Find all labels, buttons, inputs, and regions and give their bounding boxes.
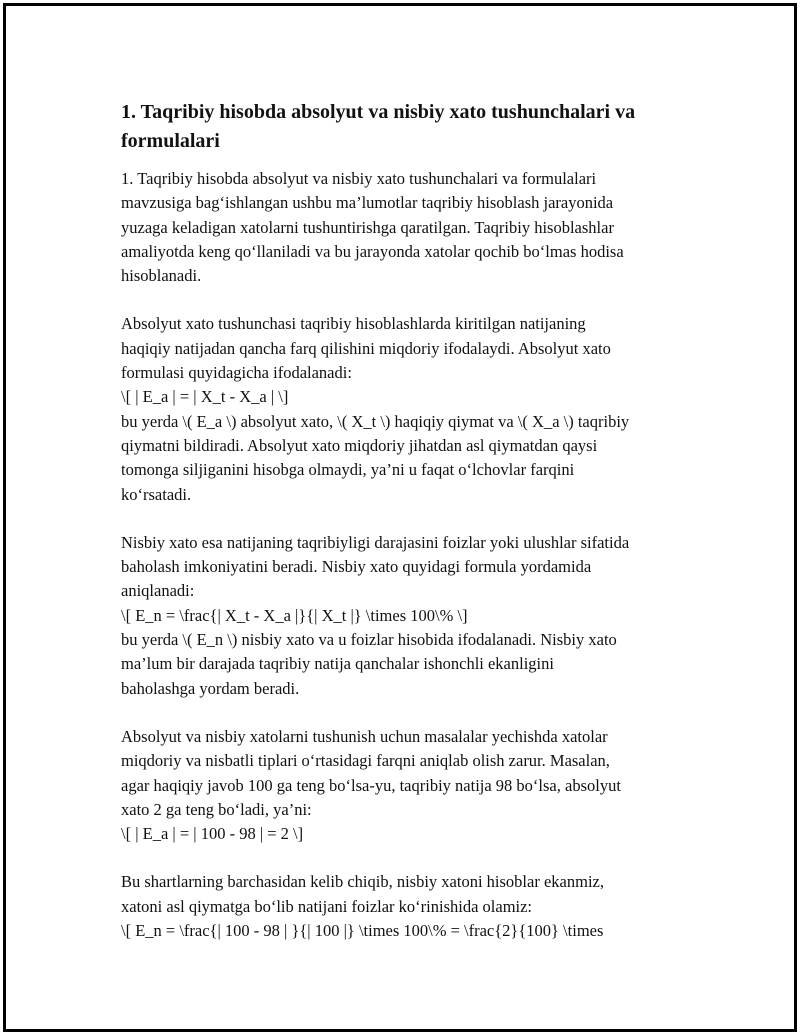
text-line: ko‘rsatadi. (121, 484, 192, 504)
formula-line: \[ E_n = \frac{| X_t - X_a |}{| X_t |} \times 100\% \] (121, 605, 468, 625)
text-line: amaliyotda keng qo‘llaniladi va bu jarayonda xatolar qochib bo‘lmas hodisa (121, 241, 624, 261)
paragraph-intro (121, 167, 696, 288)
text-line: Bu shartlarning barchasidan kelib chiqib, nisbiy xatoni hisoblar ekanmiz, (121, 872, 604, 892)
text-line: baholashga yordam beradi. (121, 678, 300, 698)
formula-line: \[ E_n = \frac{| 100 - 98 | }{| 100 |} \times 100\% = \frac{2}{100} \times (121, 921, 604, 941)
text-line: baholash imkoniyatini beradi. Nisbiy xato quyidagi formula yordamida (121, 557, 592, 577)
paragraph-example (121, 725, 696, 846)
text-line: formulasi quyidagicha ifodalanadi: (121, 363, 352, 383)
text-line: agar haqiqiy javob 100 ga teng bo‘lsa-yu, taqribiy natija 98 bo‘lsa, absolyut (121, 775, 621, 795)
title-line: 1. Taqribiy hisobda absolyut va nisbiy xato tushunchalari va (121, 101, 636, 123)
paragraph-relative-error (121, 531, 696, 701)
text-line: yuzaga keladigan xatolarni tushuntirishga qaratilgan. Taqribiy hisoblashlar (121, 217, 614, 237)
page-frame (3, 3, 797, 1032)
document-title (121, 98, 696, 156)
text-line: bu yerda \( E_n \) nisbiy xato va u foizlar hisobida ifodalanadi. Nisbiy xato (121, 630, 617, 650)
text-line: Absolyut va nisbiy xatolarni tushunish uchun masalalar yechishda xatolar (121, 726, 608, 746)
formula-line: \[ | E_a | = | 100 - 98 | = 2 \] (121, 824, 304, 844)
text-line: Nisbiy xato esa natijaning taqribiyligi darajasini foizlar yoki ulushlar sifatida (121, 532, 630, 552)
title-line: formulalari (121, 130, 220, 152)
text-line: aniqlanadi: (121, 581, 195, 601)
document-body (121, 98, 696, 967)
text-line: Absolyut xato tushunchasi taqribiy hisoblashlarda kiritilgan natijaning (121, 314, 586, 334)
text-line: tomonga siljiganini hisobga olmaydi, ya’ni u faqat o‘lchovlar farqini (121, 460, 575, 480)
text-line: xato 2 ga teng bo‘ladi, ya’ni: (121, 799, 312, 819)
text-line: bu yerda \( E_a \) absolyut xato, \( X_t \) haqiqiy qiymat va \( X_a \) taqribiy (121, 411, 630, 431)
text-line: mavzusiga bag‘ishlangan ushbu ma’lumotlar taqribiy hisoblash jarayonida (121, 193, 614, 213)
text-line: haqiqiy natijadan qancha farq qilishini miqdoriy ifodalaydi. Absolyut xato (121, 338, 611, 358)
text-line: miqdoriy va nisbatli tiplari o‘rtasidagi farqni aniqlab olish zarur. Masalan, (121, 751, 610, 771)
paragraph-absolute-error (121, 312, 696, 506)
paragraph-relative-example (121, 870, 696, 943)
text-line: 1. Taqribiy hisobda absolyut va nisbiy xato tushunchalari va formulalari (121, 169, 597, 188)
text-line: hisoblanadi. (121, 266, 202, 286)
formula-line: \[ | E_a | = | X_t - X_a | \] (121, 387, 289, 407)
text-line: xatoni asl qiymatga bo‘lib natijani foizlar ko‘rinishida olamiz: (121, 896, 533, 916)
text-line: qiymatni bildiradi. Absolyut xato miqdoriy jihatdan asl qiymatdan qaysi (121, 435, 598, 455)
text-line: ma’lum bir darajada taqribiy natija qanchalar ishonchli ekanligini (121, 654, 554, 674)
